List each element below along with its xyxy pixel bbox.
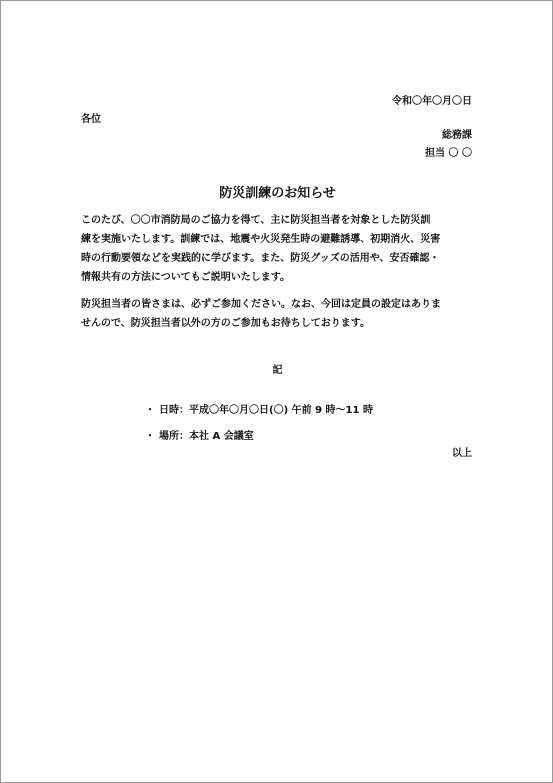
- note-item-location: [145, 427, 254, 442]
- paragraph-line: 時の行動要領などを実践的に学びます。また、防災グッズの活用や、安否確認・: [81, 253, 440, 264]
- paragraph-line: せんので、防災担当者以外の方のご参加もお待ちしております。: [81, 318, 370, 329]
- closing-mark: 以上: [452, 448, 472, 459]
- paragraph-line: 情報共有の方法についてもご説明いたします。: [81, 272, 290, 283]
- paragraph-line: このたび、〇〇市消防局のご協力を得て、主に防災担当者を対象とした防災訓: [81, 215, 431, 226]
- department: 総務課: [442, 130, 472, 141]
- note-item-text: 場所：本社 A 会議室: [159, 431, 254, 442]
- person-in-charge: 担当 〇 〇: [425, 148, 472, 159]
- issue-date: 令和〇年〇月〇日: [392, 96, 472, 107]
- bullet-icon: ・: [145, 431, 155, 442]
- note-item-datetime: [145, 401, 373, 416]
- paragraph-line: 防災担当者の皆さまは、必ずご参加ください。なお、今回は定員の設定はありま: [81, 299, 441, 310]
- document-title: 防災訓練のお知らせ: [219, 186, 336, 201]
- note-item-text: 日時：平成〇年〇月〇日(〇) 午前 9 時～11 時: [159, 405, 373, 416]
- notes-heading: 記: [272, 365, 283, 376]
- recipient: 各位: [81, 114, 101, 125]
- body-paragraph-1: [81, 211, 477, 287]
- paragraph-line: 練を実施いたします。訓練では、地震や火災発生時の避難誘導、初期消火、災害: [81, 234, 441, 245]
- bullet-icon: ・: [145, 405, 155, 416]
- body-paragraph-2: [81, 295, 477, 333]
